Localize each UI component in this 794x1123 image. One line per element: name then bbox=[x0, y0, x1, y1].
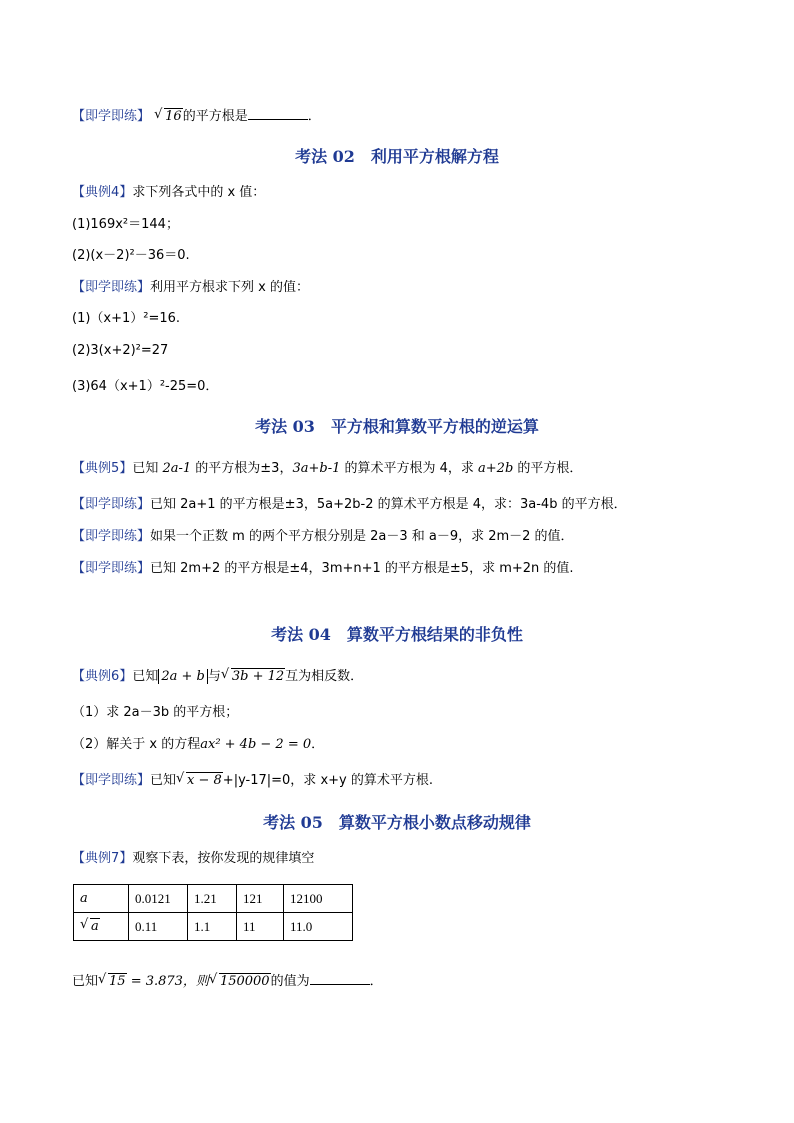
heading-03: 考法 03 平方根和算数平方根的逆运算 bbox=[255, 417, 539, 436]
ex4-item-2: (2)(x－2)²－36＝0. bbox=[72, 248, 190, 263]
example-4: 【典例4】求下列各式中的 x 值： bbox=[72, 185, 266, 200]
heading-05: 考法 05 算数平方根小数点移动规律 bbox=[263, 813, 531, 832]
heading-02: 考法 02 利用平方根解方程 bbox=[295, 147, 499, 166]
pr4-item-1: (1)（x+1）²=16. bbox=[72, 311, 181, 326]
table-row: a 0.0121 1.21 121 12100 bbox=[74, 885, 353, 913]
example-5: 【典例5】已知 2a-1 的平方根为±3，3a+b-1 的算术平方根为 4，求 a+2b 的平方根． bbox=[72, 461, 583, 476]
practice-6: 【即学即练】已知 √ x − 8+|y-17|=0，求 x+y 的算术平方根. bbox=[72, 771, 433, 788]
table-row: √ a 0.11 1.1 11 11.0 bbox=[74, 913, 353, 941]
row-label-sqrt-a: √ a bbox=[74, 913, 129, 941]
pr4-item-2: (2)3(x+2)²=27 bbox=[72, 343, 169, 358]
example-7: 【典例7】观察下表，按你发现的规律填空 bbox=[72, 851, 315, 866]
example-6: 【典例6】已知 2a + b 与 √ 3b + 12互为相反数． bbox=[72, 667, 364, 684]
practice-4: 【即学即练】利用平方根求下列 x 的值： bbox=[72, 280, 309, 295]
sqrt-table bbox=[73, 884, 353, 941]
ex4-item-1: (1)169x²＝144； bbox=[72, 217, 179, 232]
practice-5a: 【即学即练】已知 2a+1 的平方根是±3，5a+2b-2 的算术平方根是 4，求：3a-4b 的平方根． bbox=[72, 497, 627, 512]
sqrt-15: √ 15 bbox=[98, 972, 126, 989]
abs-expr: 2a + b bbox=[158, 669, 208, 684]
ex6-part-2: （2）解关于 x 的方程ax² + 4b − 2 = 0． bbox=[72, 737, 325, 752]
practice-sqrt16: 【即学即练】 √ 16的平方根是 ． bbox=[72, 107, 321, 124]
sqrt-x-8: √ x − 8 bbox=[176, 771, 222, 788]
answer-blank[interactable] bbox=[310, 972, 370, 985]
practice-tag: 【即学即练】 bbox=[72, 109, 151, 124]
example-7-question: 已知 √ 15 = 3.873，则 √ 150000的值为 ． bbox=[72, 972, 383, 989]
heading-04: 考法 04 算数平方根结果的非负性 bbox=[271, 625, 523, 644]
sqrt-150000: √ 150000 bbox=[208, 972, 270, 989]
answer-blank[interactable] bbox=[248, 107, 308, 120]
ex6-part-1: （1）求 2a－3b 的平方根； bbox=[72, 705, 239, 720]
sqrt-16: √ 16 bbox=[154, 107, 182, 124]
pr4-item-3: (3)64（x+1）²-25=0． bbox=[72, 379, 219, 394]
row-label-a: a bbox=[74, 885, 129, 913]
sqrt-3b-12: √ 3b + 12 bbox=[220, 667, 285, 684]
practice-5c: 【即学即练】已知 2m+2 的平方根是±4，3m+n+1 的平方根是±5，求 m+2n 的值. bbox=[72, 561, 574, 576]
practice-5b: 【即学即练】如果一个正数 m 的两个平方根分别是 2a－3 和 a－9，求 2m－2 的值． bbox=[72, 529, 574, 544]
